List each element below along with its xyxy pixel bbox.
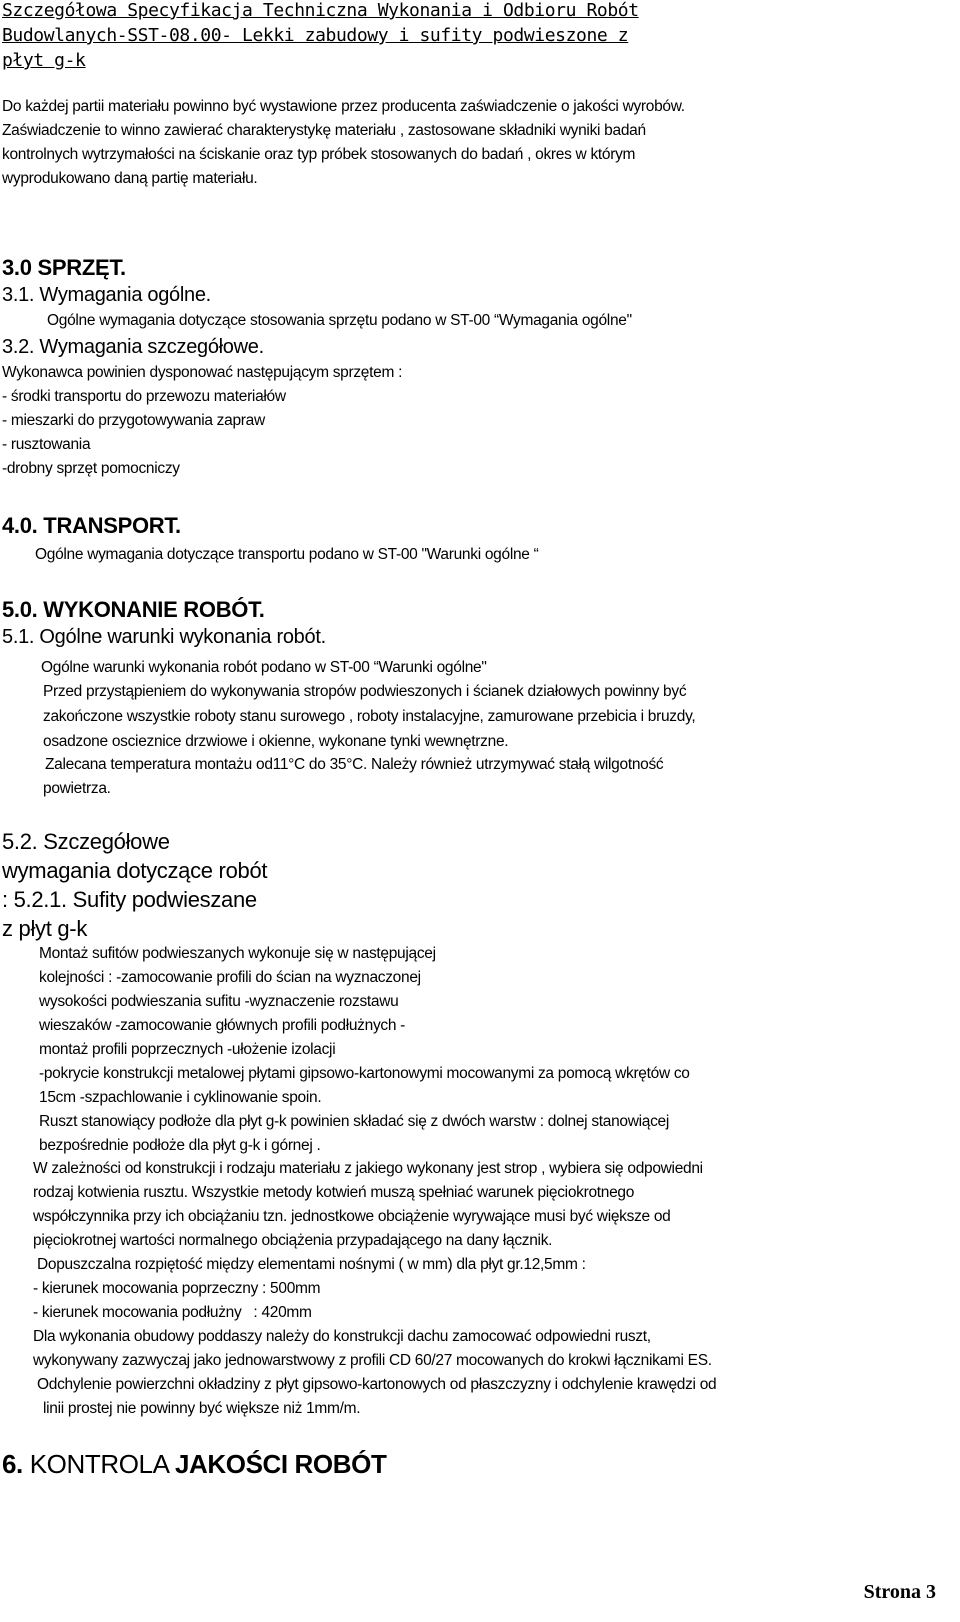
section-5-heading: 5.0. WYKONANIE ROBÓT. <box>2 597 265 622</box>
section-5-2-heading-line: : 5.2.1. Sufity podwieszane <box>2 887 257 912</box>
section-3-heading: 3.0 SPRZĘT. <box>2 255 126 280</box>
intro-line: Zaświadczenie to winno zawierać charakterystykę materiału , zastosowane składniki wyniki badań <box>2 122 646 139</box>
ceiling-text-line: wysokości podwieszania sufitu -wyznaczenie rozstawu <box>39 993 399 1010</box>
equipment-item: - rusztowania <box>2 436 91 453</box>
ceiling-text-line: 15cm -szpachlowanie i cyklinowanie spoin. <box>39 1089 322 1106</box>
section-5-1-line: Zalecana temperatura montażu od11°C do 35°C. Należy również utrzymywać stałą wilgotność <box>45 756 664 773</box>
equipment-item: -drobny sprzęt pomocniczy <box>2 460 180 477</box>
ceiling-text-line: montaż profili poprzecznych -ułożenie izolacji <box>39 1041 336 1058</box>
ceiling-text-line: rodzaj kotwienia rusztu. Wszystkie metody kotwień muszą spełniać warunek pięciokrotnego <box>33 1184 635 1201</box>
ceiling-text-line: wieszaków -zamocowanie głównych profili podłużnych - <box>39 1017 406 1034</box>
section-5-1-line: powietrza. <box>43 780 111 797</box>
intro-line: kontrolnych wytrzymałości na ściskanie oraz typ próbek stosowanych do badań , okres w którym <box>2 146 636 163</box>
section-6-word-kontrola: KONTROLA <box>22 1449 175 1479</box>
document-title-line-3: płyt g-k <box>2 50 86 71</box>
ceiling-text-line: kolejności : -zamocowanie profili do ścian na wyznaczonej <box>39 969 421 986</box>
section-5-1-line: Ogólne warunki wykonania robót podano w ST-00 “Warunki ogólne" <box>41 659 487 676</box>
section-5-2-heading-line: z płyt g-k <box>2 916 88 941</box>
page-number: Strona 3 <box>863 1581 936 1603</box>
ceiling-text-line: W zależności od konstrukcji i rodzaju materiału z jakiego wykonany jest strop , wybiera się odpowiedni <box>33 1160 703 1177</box>
ceiling-text-line: Dla wykonania obudowy poddaszy należy do konstrukcji dachu zamocować odpowiedni ruszt, <box>33 1328 651 1345</box>
section-5-2-heading-line: 5.2. Szczegółowe <box>2 829 170 854</box>
section-3-1-text: Ogólne wymagania dotyczące stosowania sprzętu podano w ST-00 “Wymagania ogólne" <box>47 312 632 329</box>
section-5-1-heading: 5.1. Ogólne warunki wykonania robót. <box>2 626 326 648</box>
section-4-text: Ogólne wymagania dotyczące transportu podano w ST-00 "Warunki ogólne “ <box>35 546 539 563</box>
equipment-intro: Wykonawca powinien dysponować następującym sprzętem : <box>2 364 403 381</box>
section-6-heading <box>2 1449 386 1480</box>
equipment-item: - środki transportu do przewozu materiałów <box>2 388 286 405</box>
ceiling-text-line: bezpośrednie podłoże dla płyt g-k i górnej . <box>39 1137 321 1154</box>
section-5-2-heading-line: wymagania dotyczące robót <box>2 858 268 883</box>
ceiling-text-line: - kierunek mocowania poprzeczny : 500mm <box>33 1280 321 1297</box>
ceiling-text-line: Montaż sufitów podwieszanych wykonuje się w następującej <box>39 945 436 962</box>
ceiling-text-line: Ruszt stanowiący podłoże dla płyt g-k powinien składać się z dwóch warstw : dolnej stanowiącej <box>39 1113 670 1130</box>
section-5-1-line: Przed przystąpieniem do wykonywania stropów podwieszonych i ścianek działowych powinny być <box>43 683 687 700</box>
ceiling-text-line: linii prostej nie powinny być większe niż 1mm/m. <box>43 1400 361 1417</box>
ceiling-text-line: pięciokrotnej wartości normalnego obciążenia przypadającego na dany łącznik. <box>33 1232 553 1249</box>
ceiling-text-line: -pokrycie konstrukcji metalowej płytami gipsowo-kartonowymi mocowanymi za pomocą wkrętów co <box>39 1065 690 1082</box>
document-title-line-1: Szczegółowa Specyfikacja Techniczna Wykonania i Odbioru Robót <box>2 0 639 21</box>
section-6-number: 6. <box>2 1449 23 1479</box>
section-6-word-jakosci: JAKOŚCI ROBÓT <box>174 1449 387 1479</box>
section-3-1-heading: 3.1. Wymagania ogólne. <box>2 284 211 306</box>
ceiling-text-line: współczynnika przy ich obciążaniu tzn. jednostkowe obciążenie wyrywające musi być większe od <box>33 1208 671 1225</box>
intro-line: Do każdej partii materiału powinno być wystawione przez producenta zaświadczenie o jakości wyrobów. <box>2 98 685 115</box>
document-title-line-2: Budowlanych-SST-08.00- Lekki zabudowy i sufity podwieszone z <box>2 25 629 46</box>
ceiling-text-line: Dopuszczalna rozpiętość między elementami nośnymi ( w mm) dla płyt gr.12,5mm : <box>37 1256 586 1273</box>
ceiling-text-line: Odchylenie powierzchni okładziny z płyt gipsowo-kartonowych od płaszczyzny i odchylenie krawędzi od <box>37 1376 717 1393</box>
section-5-1-line: osadzone oscieznice drzwiowe i okienne, wykonane tynki wewnętrzne. <box>43 733 509 750</box>
section-5-1-line: zakończone wszystkie roboty stanu surowego , roboty instalacyjne, zamurowane przebicia i bruzdy, <box>43 708 696 725</box>
ceiling-text-line: wykonywany zazwyczaj jako jednowarstwowy z profili CD 60/27 mocowanych do krokwi łącznikami ES. <box>33 1352 712 1369</box>
intro-line: wyprodukowano daną partię materiału. <box>2 170 258 187</box>
equipment-item: - mieszarki do przygotowywania zapraw <box>2 412 265 429</box>
section-3-2-heading: 3.2. Wymagania szczegółowe. <box>2 336 264 358</box>
section-4-heading: 4.0. TRANSPORT. <box>2 513 181 538</box>
ceiling-text-line: - kierunek mocowania podłużny : 420mm <box>33 1304 312 1321</box>
